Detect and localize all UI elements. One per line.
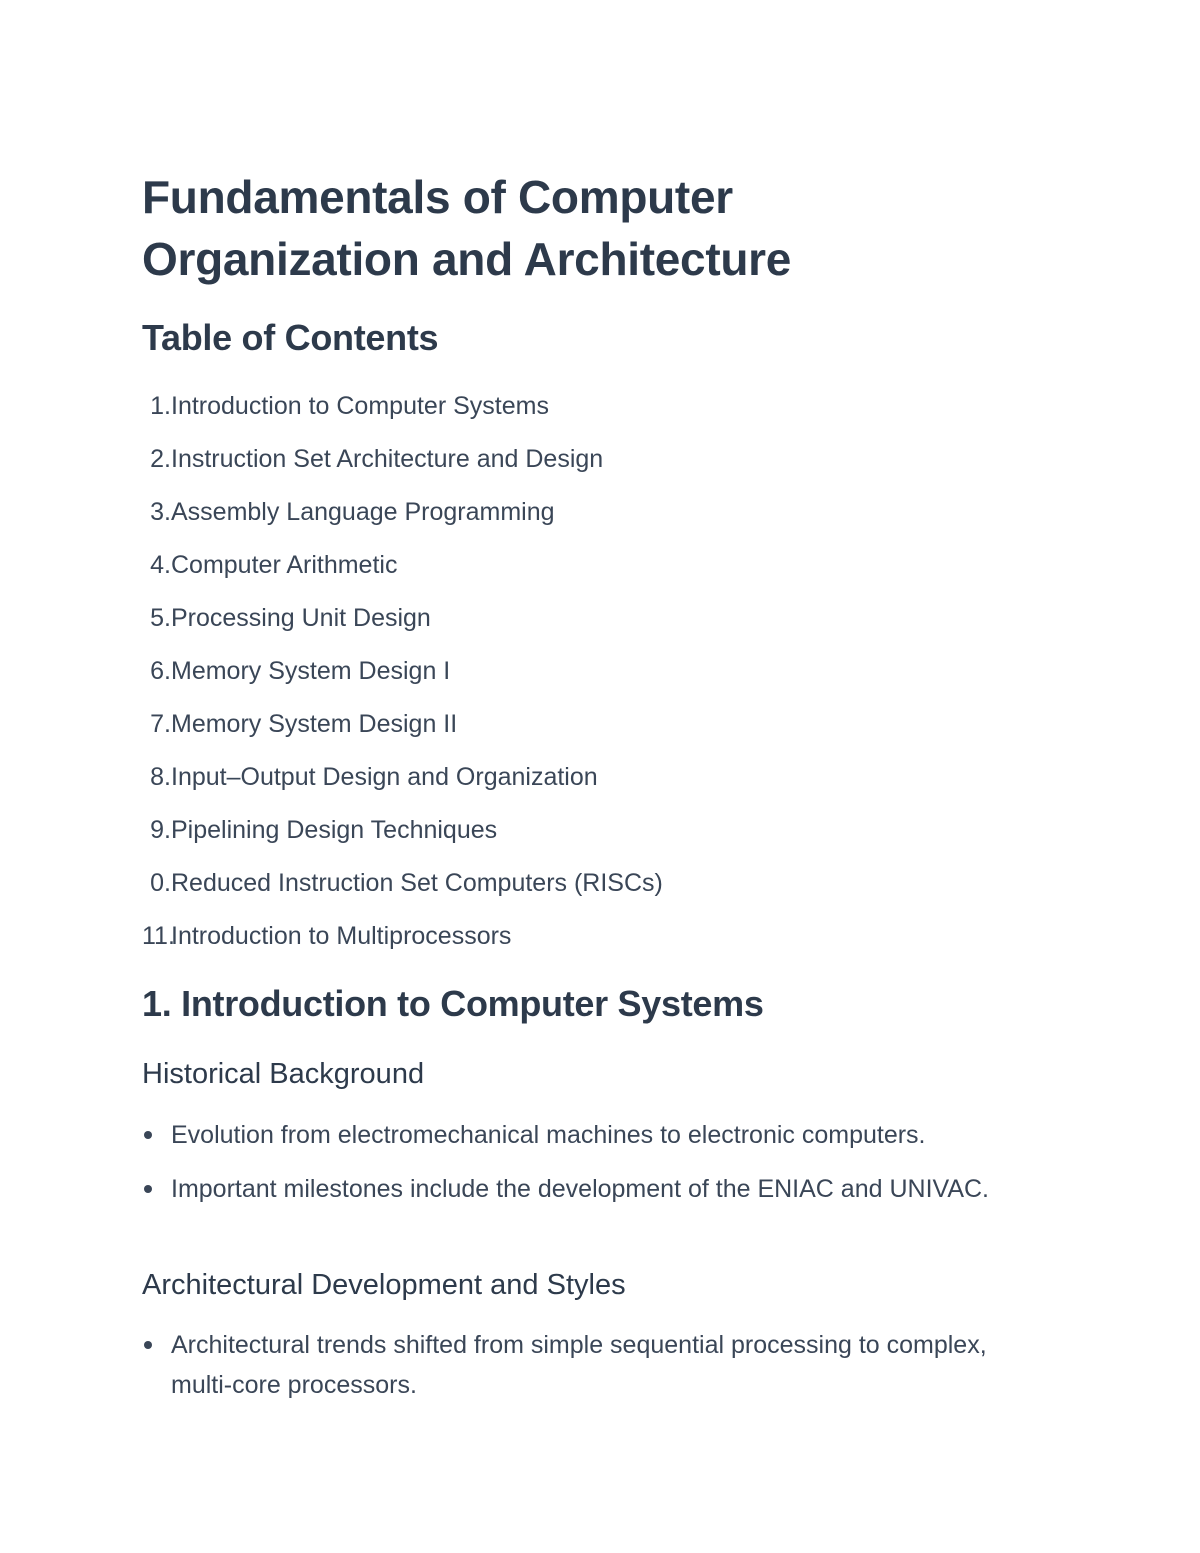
- bullet-text: Architectural trends shifted from simple sequential processing to complex, multi-core processors.: [171, 1331, 987, 1399]
- bullet-dot-icon: [144, 1185, 152, 1193]
- subheading-architectural-development: Architectural Development and Styles: [142, 1269, 626, 1301]
- toc-item-7[interactable]: [142, 706, 663, 759]
- toc-item-label: Memory System Design I: [171, 657, 451, 685]
- toc-item-label: Processing Unit Design: [171, 604, 431, 632]
- bullet-item: [142, 1169, 1032, 1209]
- toc-item-label: Reduced Instruction Set Computers (RISCs): [171, 869, 663, 897]
- toc-item-label: Pipelining Design Techniques: [171, 816, 498, 844]
- toc-item-10[interactable]: [142, 865, 663, 918]
- bullet-list-historical: [142, 1115, 1032, 1223]
- toc-item-number: 6.: [150, 657, 171, 685]
- toc-item-8[interactable]: [142, 759, 663, 812]
- document-title: [142, 166, 791, 290]
- toc-item-3[interactable]: [142, 494, 663, 547]
- toc-item-label: Introduction to Computer Systems: [171, 392, 549, 420]
- bullet-dot-icon: [144, 1131, 152, 1139]
- toc-item-number: 8.: [150, 763, 171, 791]
- bullet-text: Evolution from electromechanical machines to electronic computers.: [171, 1121, 926, 1149]
- toc-item-number: 4.: [150, 551, 171, 579]
- toc-item-1[interactable]: [142, 388, 663, 441]
- bullet-text: Important milestones include the development of the ENIAC and UNIVAC.: [171, 1175, 990, 1203]
- toc-item-number: 3.: [150, 498, 171, 526]
- toc-item-label: Instruction Set Architecture and Design: [171, 445, 604, 473]
- toc-item-label: Memory System Design II: [171, 710, 458, 738]
- toc-item-number: 7.: [150, 710, 171, 738]
- bullet-item: [142, 1115, 1032, 1155]
- toc-item-2[interactable]: [142, 441, 663, 494]
- document-title-line-2: Organization and Architecture: [142, 233, 792, 285]
- toc-item-number: 11.: [142, 922, 175, 950]
- toc-item-label: Computer Arithmetic: [171, 551, 398, 579]
- section-heading: 1. Introduction to Computer Systems: [142, 983, 764, 1024]
- toc-item-4[interactable]: [142, 547, 663, 600]
- toc-item-11[interactable]: [142, 918, 663, 971]
- toc-item-number: 2.: [150, 445, 171, 473]
- toc-item-number: 5.: [150, 604, 171, 632]
- bullet-list-architectural: [142, 1325, 1032, 1419]
- bullet-item: [142, 1325, 1032, 1405]
- toc-item-number: 1.: [150, 392, 171, 420]
- toc-heading: Table of Contents: [142, 317, 439, 358]
- subheading-historical-background: Historical Background: [142, 1058, 425, 1090]
- toc-item-9[interactable]: [142, 812, 663, 865]
- toc-item-label: Introduction to Multiprocessors: [171, 922, 512, 950]
- toc-list: [142, 388, 663, 971]
- document-title-line-1: Fundamentals of Computer: [142, 171, 733, 223]
- toc-item-number: 9.: [150, 816, 171, 844]
- toc-item-label: Input–Output Design and Organization: [171, 763, 598, 791]
- toc-item-number: 0.: [150, 869, 171, 897]
- toc-item-5[interactable]: [142, 600, 663, 653]
- bullet-dot-icon: [144, 1341, 152, 1349]
- toc-item-label: Assembly Language Programming: [171, 498, 555, 526]
- toc-item-6[interactable]: [142, 653, 663, 706]
